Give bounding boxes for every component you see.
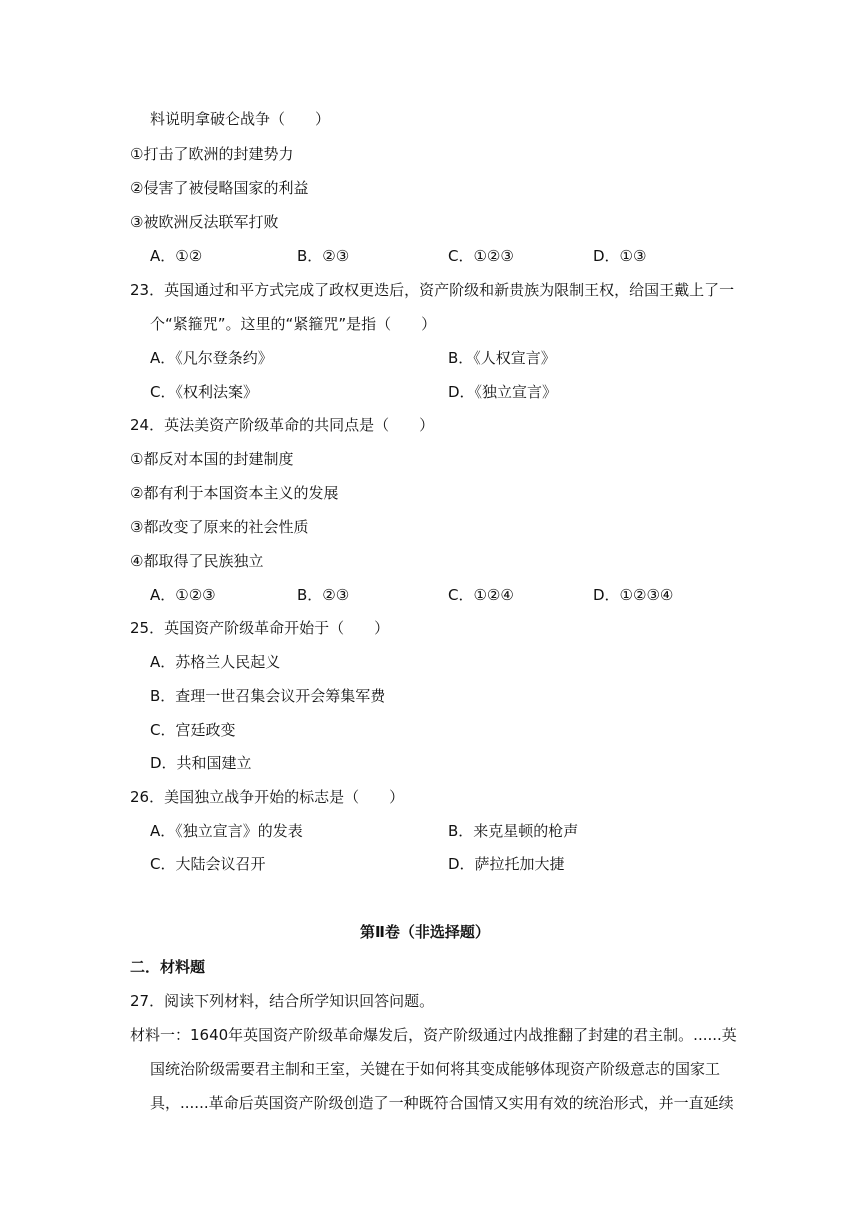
text-line: 25．英国资产阶级革命开始于（ ） [130,619,390,637]
text-line: B．来克星顿的枪声 [448,822,579,840]
text-line: C．宫廷政变 [150,721,236,739]
text-line: 27．阅读下列材料，结合所学知识回答问题。 [130,992,435,1010]
text-line: ②都有利于本国资本主义的发展 [130,484,339,502]
text-line: 材料一：1640年英国资产阶级革命爆发后，资产阶级通过内战推翻了封建的君主制。......英 [130,1026,737,1044]
text-line: ③被欧洲反法联军打败 [130,213,279,231]
text-line: C．《权利法案》 [150,383,258,401]
section-title: 第Ⅱ卷（非选择题） [360,923,490,941]
text-line: ①打击了欧洲的封建势力 [130,145,294,163]
text-line: ③都改变了原来的社会性质 [130,518,309,536]
text-line: 具，......革命后英国资产阶级创造了一种既符合国情又实用有效的统治形式，并一直延续 [150,1094,734,1112]
text-line: D．共和国建立 [150,754,252,772]
text-line: B．②③ [297,247,350,265]
text-line: A．①②③ [150,586,216,604]
text-line: B．②③ [297,586,350,604]
text-line: D．①③ [593,247,647,265]
text-line: C．①②④ [448,586,514,604]
text-line: 国统治阶级需要君主制和王室，关键在于如何将其变成能够体现资产阶级意志的国家工 [150,1060,721,1078]
text-line: 24．英法美资产阶级革命的共同点是（ ） [130,416,435,434]
subsection-title: 二．材料题 [130,958,206,976]
text-line: A．苏格兰人民起义 [150,653,281,671]
text-line: ①都反对本国的封建制度 [130,450,294,468]
text-line: 料说明拿破仑战争（ ） [150,110,331,128]
text-line: ②侵害了被侵略国家的利益 [130,179,309,197]
text-line: A．《独立宣言》的发表 [150,822,303,840]
text-line: C．大陆会议召开 [150,855,266,873]
text-line: D．①②③④ [593,586,674,604]
text-line: 26．美国独立战争开始的标志是（ ） [130,788,405,806]
text-line: 23．英国通过和平方式完成了政权更迭后，资产阶级和新贵族为限制王权，给国王戴上了一 [130,281,735,299]
text-line: A．①② [150,247,203,265]
text-line: B．《人权宣言》 [448,349,556,367]
text-line: C．①②③ [448,247,514,265]
text-line: ④都取得了民族独立 [130,552,264,570]
text-line: D．《独立宣言》 [448,383,558,401]
text-line: B．查理一世召集会议开会筹集军费 [150,687,386,705]
text-line: A．《凡尔登条约》 [150,349,273,367]
text-line: D．萨拉托加大捷 [448,855,565,873]
text-line: 个“紧箍咒”。这里的“紧箍咒”是指（ ） [150,315,437,333]
